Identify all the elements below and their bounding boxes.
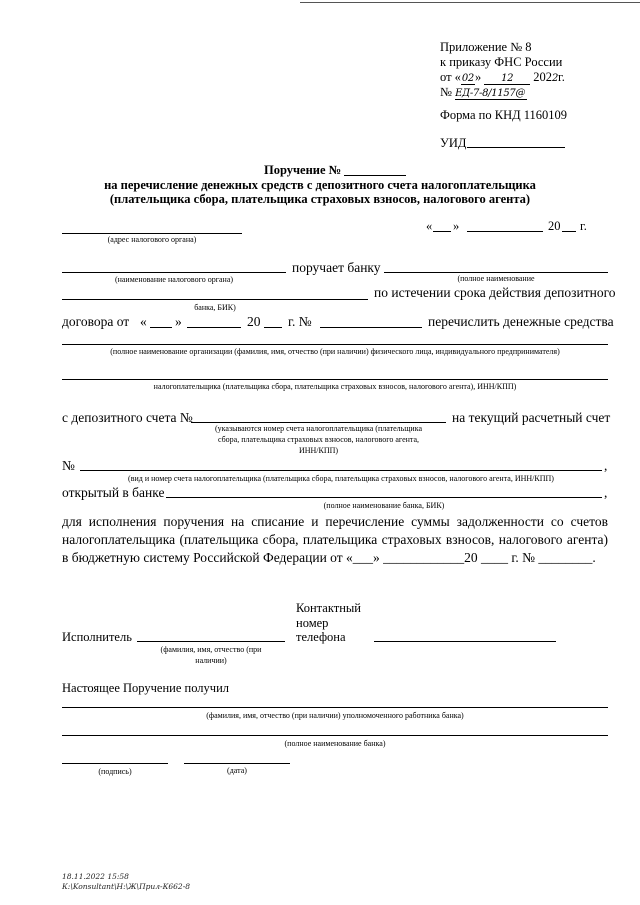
date-g: г.: [580, 219, 587, 233]
contact-label-2: номер: [296, 616, 329, 630]
executor-name-field: [137, 641, 285, 642]
title-line1: Поручение №: [264, 163, 342, 177]
instructs-bank-label: поручает банку: [292, 260, 381, 275]
bank-full-name-caption-1: (полное наименование: [457, 274, 535, 283]
date-prefix: от «: [440, 70, 461, 84]
opened-bank-caption: (полное наименование банка, БИК): [323, 501, 445, 510]
order-number: [440, 85, 527, 100]
contract-year: 20: [247, 314, 261, 329]
deposit-account-field: [191, 422, 446, 423]
contract-year-field: [264, 327, 282, 328]
address-field: [62, 233, 242, 234]
account-no-sign: №: [62, 458, 75, 473]
employee-field: [62, 707, 608, 708]
form-knd: Форма по КНД 1160109: [440, 108, 568, 122]
bank-name-received-caption: (полное наименование банка): [284, 739, 386, 748]
deposit-caption-2: сбора, плательщика страховых взносов, налогового агента,: [217, 435, 420, 444]
taxpayer-field: [62, 379, 608, 380]
uid-label: УИД: [440, 136, 467, 150]
organization-field: [62, 344, 608, 345]
title-line3: (плательщика сбора, плательщика страховых взносов, налогового агента): [109, 192, 531, 206]
phone-field: [374, 641, 556, 642]
top-scan-line: [300, 2, 640, 3]
number-prefix: №: [440, 85, 452, 99]
order-label: к приказу ФНС России: [440, 55, 563, 69]
deposit-caption-1: (указываются номер счета налогоплательщика (плательщика: [214, 424, 423, 433]
date-year-prefix: 202: [533, 70, 552, 84]
received-label: Настоящее Поручение получил: [62, 681, 230, 695]
title-number-field: [344, 175, 406, 176]
employee-caption: (фамилия, имя, отчество (при наличии) уполномоченного работника банка): [206, 711, 464, 720]
opened-bank-field: [166, 497, 602, 498]
from-deposit-label: с депозитного счета №: [62, 410, 193, 425]
date-year-digit: 2: [551, 73, 558, 84]
opened-in-bank-label: открытый в банке: [62, 485, 165, 500]
executor-caption-2: наличии): [195, 656, 227, 665]
signature-caption: (подпись): [98, 767, 132, 776]
appendix-label: Приложение № 8: [440, 40, 532, 54]
to-current-label: на текущий расчетный счет: [452, 410, 611, 425]
contact-label-3: телефона: [296, 630, 346, 644]
bank-full-name-caption-2: банка, БИК): [194, 303, 236, 312]
signature-field: [62, 763, 168, 764]
address-caption: (адрес налогового органа): [107, 235, 197, 244]
tax-authority-field: [62, 272, 286, 273]
on-expiry-label: по истечении срока действия депозитного: [374, 285, 616, 300]
order-number-handwritten: ЕД-7-8/1157@: [455, 88, 526, 99]
date-received-caption: (дата): [227, 766, 247, 775]
date-mid: »: [474, 70, 482, 84]
organization-caption: (полное наименование организации (фамилия, имя, отчество (при наличии) физического лица, индивидуального предпринимателя): [110, 347, 560, 356]
contract-close-quote: »: [175, 314, 182, 329]
date-open-quote: «: [426, 219, 433, 233]
executor-caption-1: (фамилия, имя, отчество (при: [160, 645, 262, 654]
footer-timestamp: 18.11.2022 15:58: [62, 872, 129, 881]
date-year-field: [562, 231, 576, 232]
footer-code: К:\Konsultant\Н:\Ж\Прил-К662-8: [62, 882, 190, 891]
bank-name-received-field: [62, 735, 608, 736]
contract-month-field: [187, 327, 241, 328]
transfer-funds-label: перечислить денежные средства: [428, 314, 614, 329]
date-suffix: г.: [558, 70, 565, 84]
date-month-handwritten: 12: [484, 73, 530, 85]
account-comma: ,: [604, 458, 608, 473]
uid-field: [467, 147, 565, 148]
tax-authority-caption: (наименование налогового органа): [114, 275, 234, 284]
bank-name-field-2: [62, 299, 368, 300]
executor-label: Исполнитель: [62, 630, 132, 644]
opened-bank-comma: ,: [604, 485, 608, 500]
contract-g-no: г. №: [288, 314, 312, 329]
contract-open-quote: «: [140, 314, 147, 329]
account-field: [80, 470, 602, 471]
date-close-quote: »: [453, 219, 460, 233]
contract-from-label: договора от: [62, 314, 130, 329]
title-line2: на перечисление денежных средств с депозитного счета налогоплательщика: [104, 178, 536, 192]
date-year: 20: [548, 219, 561, 233]
date-day-field: [433, 231, 451, 232]
purpose-paragraph: для исполнения поручения на списание и перечисление суммы задолженности со счетов налогоплательщика (плательщика сбора, плательщика страховых взносов, налогового агента) в бюджетную систему Российской Федерации от «___» ____________20 ____ г. № ________.: [62, 514, 608, 565]
taxpayer-caption: налогоплательщика (плательщика сбора, плательщика страховых взносов, налогового агента), ИНН/КПП): [153, 382, 517, 391]
contact-label-1: Контактный: [296, 601, 361, 615]
date-received-field: [184, 763, 290, 764]
deposit-caption-3: ИНН/КПП): [298, 446, 339, 455]
account-caption: (вид и номер счета налогоплательщика (плательщика сбора, плательщика страховых взносов, налогового агента, ИНН/КПП): [128, 474, 554, 483]
bank-name-field: [384, 272, 608, 273]
date-day-handwritten: 02: [461, 73, 474, 84]
contract-day-field: [150, 327, 172, 328]
date-month-field: [467, 231, 543, 232]
contract-number-field: [320, 327, 422, 328]
order-date: [440, 70, 565, 85]
